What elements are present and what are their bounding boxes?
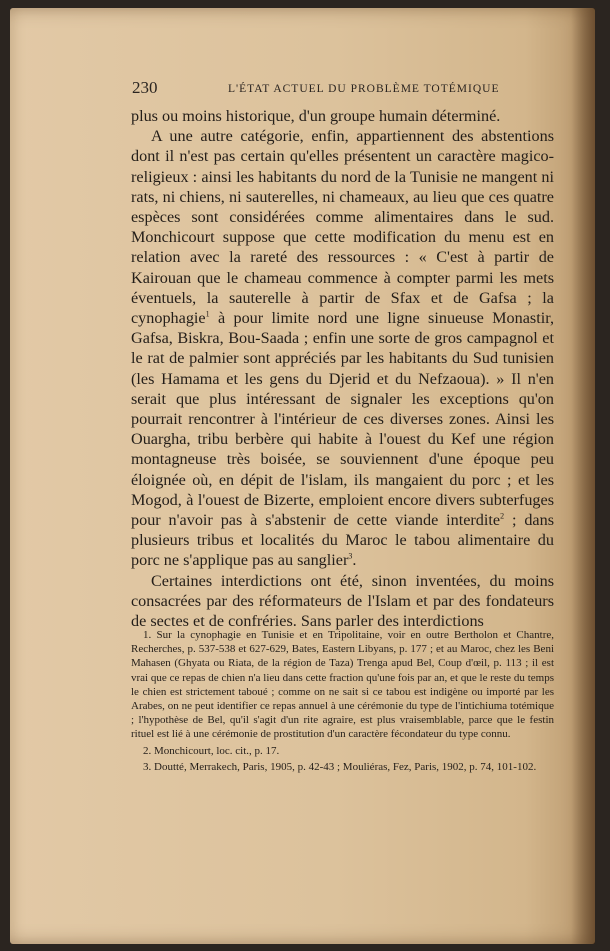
paragraph-3: Certaines interdictions ont été, sinon inventées, du moins consacrées par des réformateurs de l'Islam et par des fondateurs de sectes et de confréries. Sans parler des interdictions — [131, 571, 554, 631]
page-number: 230 — [132, 78, 158, 97]
footnote-1: 1. Sur la cynophagie en Tunisie et en Tripolitaine, voir en outre Bertholon et Chantre, Recherches, p. 537-538 et 627-629, Bates, Eastern Libyans, p. 177 ; et au Maroc, chez les Beni Mahasen (Ghyata ou Riata, de la région de Taza) Trenga apud Bel, Coup d'œil, p. 113 ; il est vrai que ce repas de chien n'a lieu dans cette fraction qu'une fois par an, et que le reste du temps le chien est strictement taboué ; comme on ne sait si ce tabou est indigène ou importé par les Arabes, on ne peut identifier ce repas annuel à une cérémonie du type de l'intichiuma totémique ; l'hypothèse de Bel, qu'il s'agit d'un rite agraire, est plus vraisemblable, parce que le festin rituel est lié à une cérémonie de prostitution d'un caractère fécondateur du type connu. — [131, 629, 554, 741]
paragraph-1: plus ou moins historique, d'un groupe humain déterminé. — [131, 107, 501, 125]
paragraph-2 — [131, 126, 554, 570]
footnote-2: 2. Monchicourt, loc. cit., p. 17. — [143, 744, 280, 757]
paragraph-2-text-a: A une autre catégorie, enfin, appartiennent des abstentions dont il n'est pas certain qu'elles présentent un caractère magico-religieux : ainsi les habitants du nord de la Tunisie ne mangent ni rats, ni chiens, ni sauterelles, ni chameaux, au lieu que ces quatre espèces sont considérées comme alimentaires dans le sud. Monchicourt suppose que cette modification du menu est en relation avec la rareté des ressources : « C'est à partir de Kairouan que le chameau commence à compter parmi les mets éventuels, la sauterelle à partir de Sfax et de Gafsa ; la cynophagie — [131, 127, 554, 328]
main-text — [131, 106, 554, 631]
footnote-ref-2: 2 — [500, 511, 505, 521]
paragraph-2-text-c: ; dans plusieurs tribus et localités du Maroc le tabou alimentaire du porc ne s'applique pas au sanglier — [131, 511, 554, 570]
running-title: L'ÉTAT ACTUEL DU PROBLÈME TOTÉMIQUE — [228, 83, 500, 95]
footnote-3: 3. Doutté, Merrakech, Paris, 1905, p. 42-43 ; Mouliéras, Fez, Paris, 1902, p. 74, 101-102. — [143, 760, 537, 773]
paragraph-2-text-d: . — [352, 551, 357, 570]
footnote-ref-3: 3 — [348, 552, 353, 562]
paragraph-2-text-b: à pour limite nord une ligne sinueuse Monastir, Gafsa, Biskra, Bou-Saada ; enfin une sorte de gros campagnol et le rat de palmier sont appréciés par les habitants du Sud tunisien (les Hamama et les gens du Djerid et du Nefzaoua). » Il n'en serait que plus intéressant de signaler les exceptions qu'on pourrait rencontrer à l'intérieur de ces diverses zones. Ainsi les Ouargha, tribu berbère qui habite à l'ouest du Kef une région montagneuse très boisée, se souviennent d'une époque peu éloignée où, en dépit de l'islam, ils mangaient du porc ; et les Mogod, à l'ouest de Bizerte, emploient encore divers subterfuges pour n'avoir pas à s'abstenir de cette viande interdite — [131, 309, 554, 530]
footnote-ref-1: 1 — [205, 309, 210, 319]
footnotes — [131, 628, 554, 774]
page-spine-shadow — [571, 8, 595, 944]
